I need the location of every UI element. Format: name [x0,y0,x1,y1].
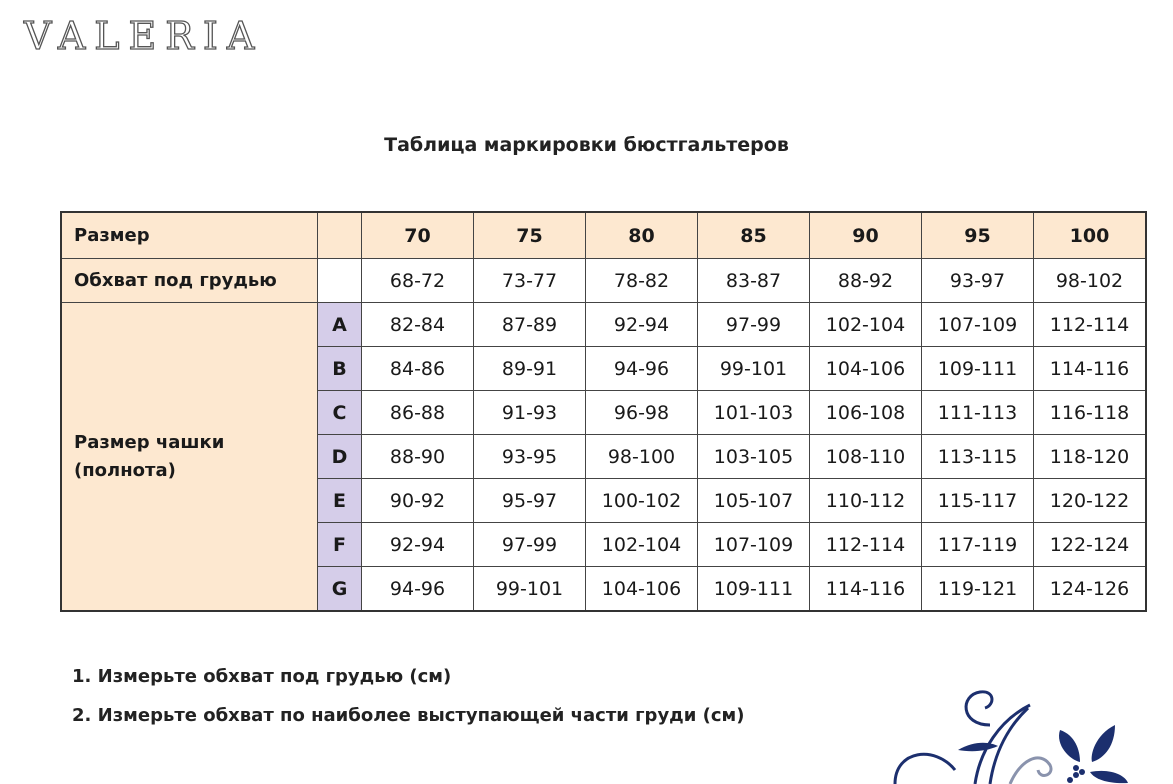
cup-letter: G [318,567,362,612]
brand-logo: VALERIA [24,14,264,58]
size-header-95: 95 [922,212,1034,259]
cup-cell: 108-110 [810,435,922,479]
cup-cell: 99-101 [698,347,810,391]
cup-cell: 88-90 [362,435,474,479]
cup-cell: 118-120 [1034,435,1147,479]
cup-cell: 124-126 [1034,567,1147,612]
girth-cell: 73-77 [474,259,586,303]
cup-cell: 94-96 [362,567,474,612]
cup-cell: 102-104 [586,523,698,567]
cup-cell: 93-95 [474,435,586,479]
page-title: Таблица маркировки бюстгальтеров [384,134,789,156]
cup-label-line-1: Размер чашки [74,431,225,453]
header-label: Размер [61,212,318,259]
girth-cell: 93-97 [922,259,1034,303]
cup-cell: 99-101 [474,567,586,612]
cup-cell: 104-106 [810,347,922,391]
cup-cell: 109-111 [922,347,1034,391]
cup-cell: 119-121 [922,567,1034,612]
cup-cell: 113-115 [922,435,1034,479]
cup-cell: 90-92 [362,479,474,523]
cup-cell: 102-104 [810,303,922,347]
cup-row-A [61,303,1146,347]
instructions [72,666,744,744]
cup-cell: 97-99 [698,303,810,347]
note-2: 2. Измерьте обхват по наиболее выступающей части груди (см) [72,705,745,726]
cup-cell: 92-94 [362,523,474,567]
cup-cell: 112-114 [810,523,922,567]
cup-cell: 87-89 [474,303,586,347]
cup-cell: 92-94 [586,303,698,347]
cup-cell: 105-107 [698,479,810,523]
size-header-100: 100 [1034,212,1147,259]
header-blank [318,212,362,259]
cup-cell: 112-114 [1034,303,1147,347]
cup-cell: 96-98 [586,391,698,435]
size-table [60,211,1147,612]
cup-cell: 115-117 [922,479,1034,523]
cup-cell: 82-84 [362,303,474,347]
cup-letter: F [318,523,362,567]
cup-cell: 107-109 [698,523,810,567]
cup-label-line-2: (полнота) [74,459,176,481]
cup-letter: C [318,391,362,435]
cup-cell: 122-124 [1034,523,1147,567]
cup-cell: 94-96 [586,347,698,391]
cup-cell: 114-116 [1034,347,1147,391]
cup-letter: A [318,303,362,347]
cup-cell: 107-109 [922,303,1034,347]
cup-cell: 86-88 [362,391,474,435]
cup-cell: 91-93 [474,391,586,435]
cup-letter: E [318,479,362,523]
girth-cell: 88-92 [810,259,922,303]
size-header-75: 75 [474,212,586,259]
cup-cell: 109-111 [698,567,810,612]
cup-cell: 106-108 [810,391,922,435]
floral-ornament-icon [880,680,1173,784]
cup-cell: 117-119 [922,523,1034,567]
cup-cell: 100-102 [586,479,698,523]
cup-cell: 110-112 [810,479,922,523]
size-header-80: 80 [586,212,698,259]
girth-cell: 68-72 [362,259,474,303]
cup-cell: 103-105 [698,435,810,479]
cup-cell: 114-116 [810,567,922,612]
table-header-row [61,212,1146,259]
cup-cell: 111-113 [922,391,1034,435]
cup-letter: D [318,435,362,479]
cup-cell: 116-118 [1034,391,1147,435]
cup-cell: 101-103 [698,391,810,435]
size-header-70: 70 [362,212,474,259]
cup-cell: 95-97 [474,479,586,523]
note-1: 1. Измерьте обхват под грудью (см) [72,666,452,687]
cup-cell: 120-122 [1034,479,1147,523]
cup-cell: 98-100 [586,435,698,479]
girth-cell: 98-102 [1034,259,1147,303]
girth-cell: 78-82 [586,259,698,303]
cup-size-label [61,303,318,612]
girth-cell: 83-87 [698,259,810,303]
cup-cell: 97-99 [474,523,586,567]
girth-blank [318,259,362,303]
cup-letter: B [318,347,362,391]
girth-label: Обхват под грудью [61,259,318,303]
girth-row [61,259,1146,303]
size-header-85: 85 [698,212,810,259]
cup-cell: 104-106 [586,567,698,612]
size-header-90: 90 [810,212,922,259]
cup-cell: 89-91 [474,347,586,391]
cup-cell: 84-86 [362,347,474,391]
